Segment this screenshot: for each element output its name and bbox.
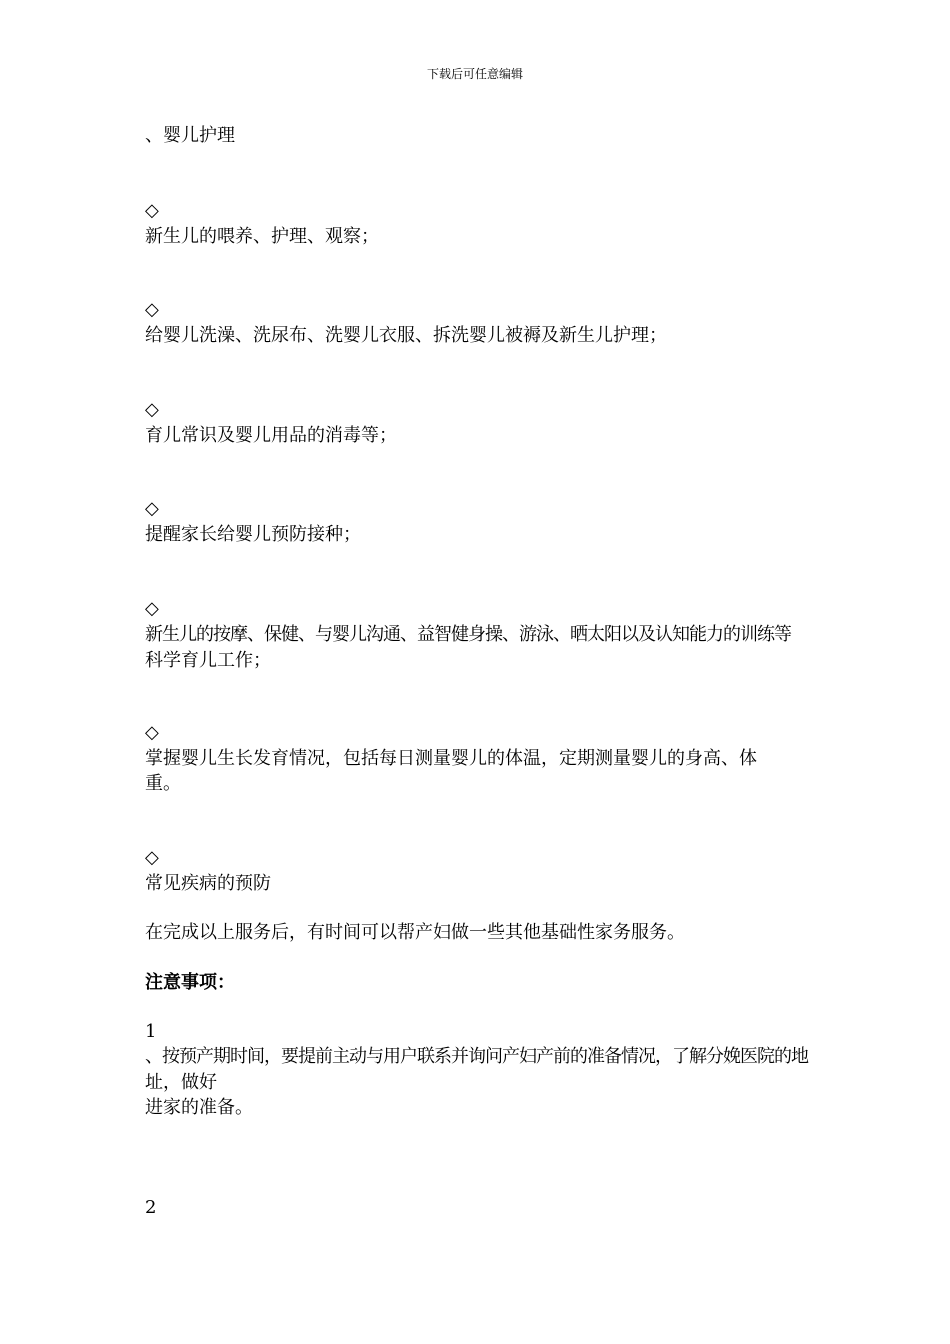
diamond-bullet-icon: ◇ (145, 399, 159, 420)
note-text: 进家的准备。 (145, 1097, 253, 1118)
diamond-bullet-icon: ◇ (145, 299, 159, 320)
bullet-text: 科学育儿工作； (145, 650, 271, 671)
diamond-bullet-icon: ◇ (145, 200, 159, 221)
bullet-text: 重。 (145, 773, 181, 794)
bullet-text: 给婴儿洗澡、洗尿布、洗婴儿衣服、拆洗婴儿被褥及新生儿护理； (145, 325, 667, 346)
diamond-bullet-icon: ◇ (145, 598, 159, 619)
notes-heading: 注意事项： (145, 972, 235, 993)
bullet-text: 新生儿的按摩、保健、与婴儿沟通、益智健身操、游泳、晒太阳以及认知能力的训练等 (145, 624, 791, 645)
page-header: 下载后可任意编辑 (426, 67, 523, 81)
diamond-bullet-icon: ◇ (145, 847, 159, 868)
bullet-text: 提醒家长给婴儿预防接种； (145, 524, 361, 545)
bullet-text: 掌握婴儿生长发育情况，包括每日测量婴儿的体温，定期测量婴儿的身高、体 (145, 748, 757, 769)
section-title: 、婴儿护理 (145, 125, 235, 146)
diamond-bullet-icon: ◇ (145, 498, 159, 519)
note-text: 址，做好 (145, 1072, 217, 1093)
note-text: 、按预产期时间，要提前主动与用户联系并询问产妇产前的准备情况，了解分娩医院的地 (145, 1046, 808, 1067)
bullet-text: 常见疾病的预防 (145, 873, 271, 894)
bullet-text: 新生儿的喂养、护理、观察； (145, 226, 379, 247)
note-number: 2 (145, 1197, 157, 1218)
note-number: 1 (145, 1021, 157, 1042)
summary-paragraph: 在完成以上服务后，有时间可以帮产妇做一些其他基础性家务服务。 (145, 922, 685, 943)
bullet-text: 育儿常识及婴儿用品的消毒等； (145, 425, 397, 446)
diamond-bullet-icon: ◇ (145, 722, 159, 743)
